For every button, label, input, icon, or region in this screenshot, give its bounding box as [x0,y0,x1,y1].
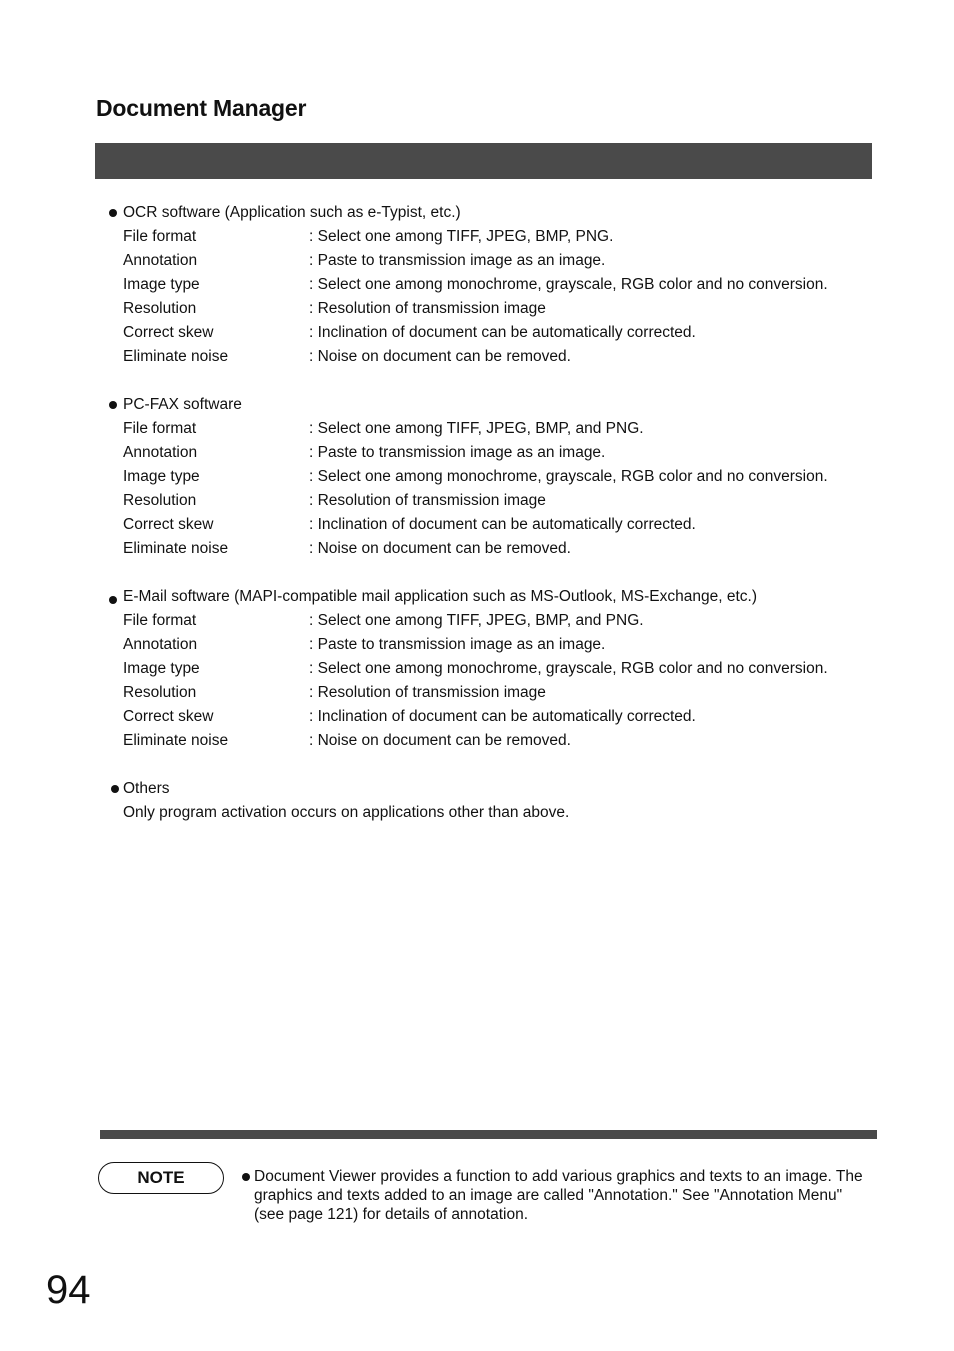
spec-desc: : Inclination of document can be automatically corrected. [309,324,696,341]
spec-desc: : Noise on document can be removed. [309,540,571,557]
spec-label: Eliminate noise [123,348,229,365]
spec-desc: : Noise on document can be removed. [309,348,571,365]
spec-label: File format [123,420,197,437]
spec-label: Correct skew [123,708,214,725]
bullet-icon [109,596,117,604]
section-pc-fax-software [0,393,954,561]
spec-desc: : Resolution of transmission image [309,492,546,509]
spec-row [0,441,954,465]
spec-desc: : Inclination of document can be automatically corrected. [309,708,696,725]
spec-desc: : Noise on document can be removed. [309,732,571,749]
others-text: Only program activation occurs on applications other than above. [123,804,570,821]
spec-row [0,465,954,489]
spec-label: Resolution [123,300,197,317]
spec-desc: : Select one among monochrome, grayscale, RGB color and no conversion. [309,660,828,677]
spec-row [0,657,954,681]
note-badge: NOTE [98,1162,224,1194]
spec-row [0,297,954,321]
spec-label: Annotation [123,636,198,653]
spec-row [0,633,954,657]
spec-label: File format [123,228,197,245]
spec-row [0,225,954,249]
bullet-icon [242,1173,250,1181]
spec-row [0,249,954,273]
header-bar [95,143,872,179]
note-text: Document Viewer provides a function to add various graphics and texts to an image. The graphics and texts added to an image are called "Annotation." See "Annotation Menu" (see page 121) for details of annotation. [254,1168,863,1223]
spec-label: Annotation [123,252,198,269]
spec-row [0,513,954,537]
section-heading: OCR software (Application such as e-Typist, etc.) [0,201,954,225]
bullet-icon [109,209,117,217]
spec-desc: : Paste to transmission image as an image. [309,636,606,653]
spec-label: Correct skew [123,324,214,341]
spec-row [0,609,954,633]
spec-label: Eliminate noise [123,540,229,557]
spec-row [0,729,954,753]
section-ocr-software [0,201,954,369]
spec-row [0,705,954,729]
spec-row [0,321,954,345]
spec-row [0,345,954,369]
spec-desc: : Select one among TIFF, JPEG, BMP, and PNG. [309,420,644,437]
spec-desc: : Select one among TIFF, JPEG, BMP, and PNG. [309,612,644,629]
spec-row [0,489,954,513]
note-divider-bar [100,1130,877,1139]
spec-label: Resolution [123,492,197,509]
section-email-software [0,585,954,753]
page-title: Document Manager [96,95,307,121]
spec-label: Resolution [123,684,197,701]
spec-label: Image type [123,468,200,485]
spec-desc: : Paste to transmission image as an image. [309,444,606,461]
spec-row [0,417,954,441]
spec-desc: : Inclination of document can be automatically corrected. [309,516,696,533]
spec-desc: : Paste to transmission image as an image. [309,252,606,269]
spec-row [0,537,954,561]
section-heading: Others [0,777,954,801]
bullet-icon [109,401,117,409]
spec-desc: : Resolution of transmission image [309,684,546,701]
spec-desc: : Resolution of transmission image [309,300,546,317]
spec-label: File format [123,612,197,629]
section-heading: E-Mail software (MAPI-compatible mail application such as MS-Outlook, MS-Exchange, etc.) [0,585,954,609]
section-others [0,777,954,825]
spec-label: Eliminate noise [123,732,229,749]
spec-label: Image type [123,660,200,677]
spec-desc: : Select one among TIFF, JPEG, BMP, PNG. [309,228,614,245]
spec-row [0,681,954,705]
section-heading: PC-FAX software [0,393,954,417]
spec-label: Correct skew [123,516,214,533]
spec-label: Image type [123,276,200,293]
content-sections [0,201,954,849]
spec-row [0,273,954,297]
spec-desc: : Select one among monochrome, grayscale, RGB color and no conversion. [309,276,828,293]
spec-label: Annotation [123,444,198,461]
spec-desc: : Select one among monochrome, grayscale, RGB color and no conversion. [309,468,828,485]
bullet-icon [111,785,119,793]
page-number: 94 [46,1268,91,1312]
